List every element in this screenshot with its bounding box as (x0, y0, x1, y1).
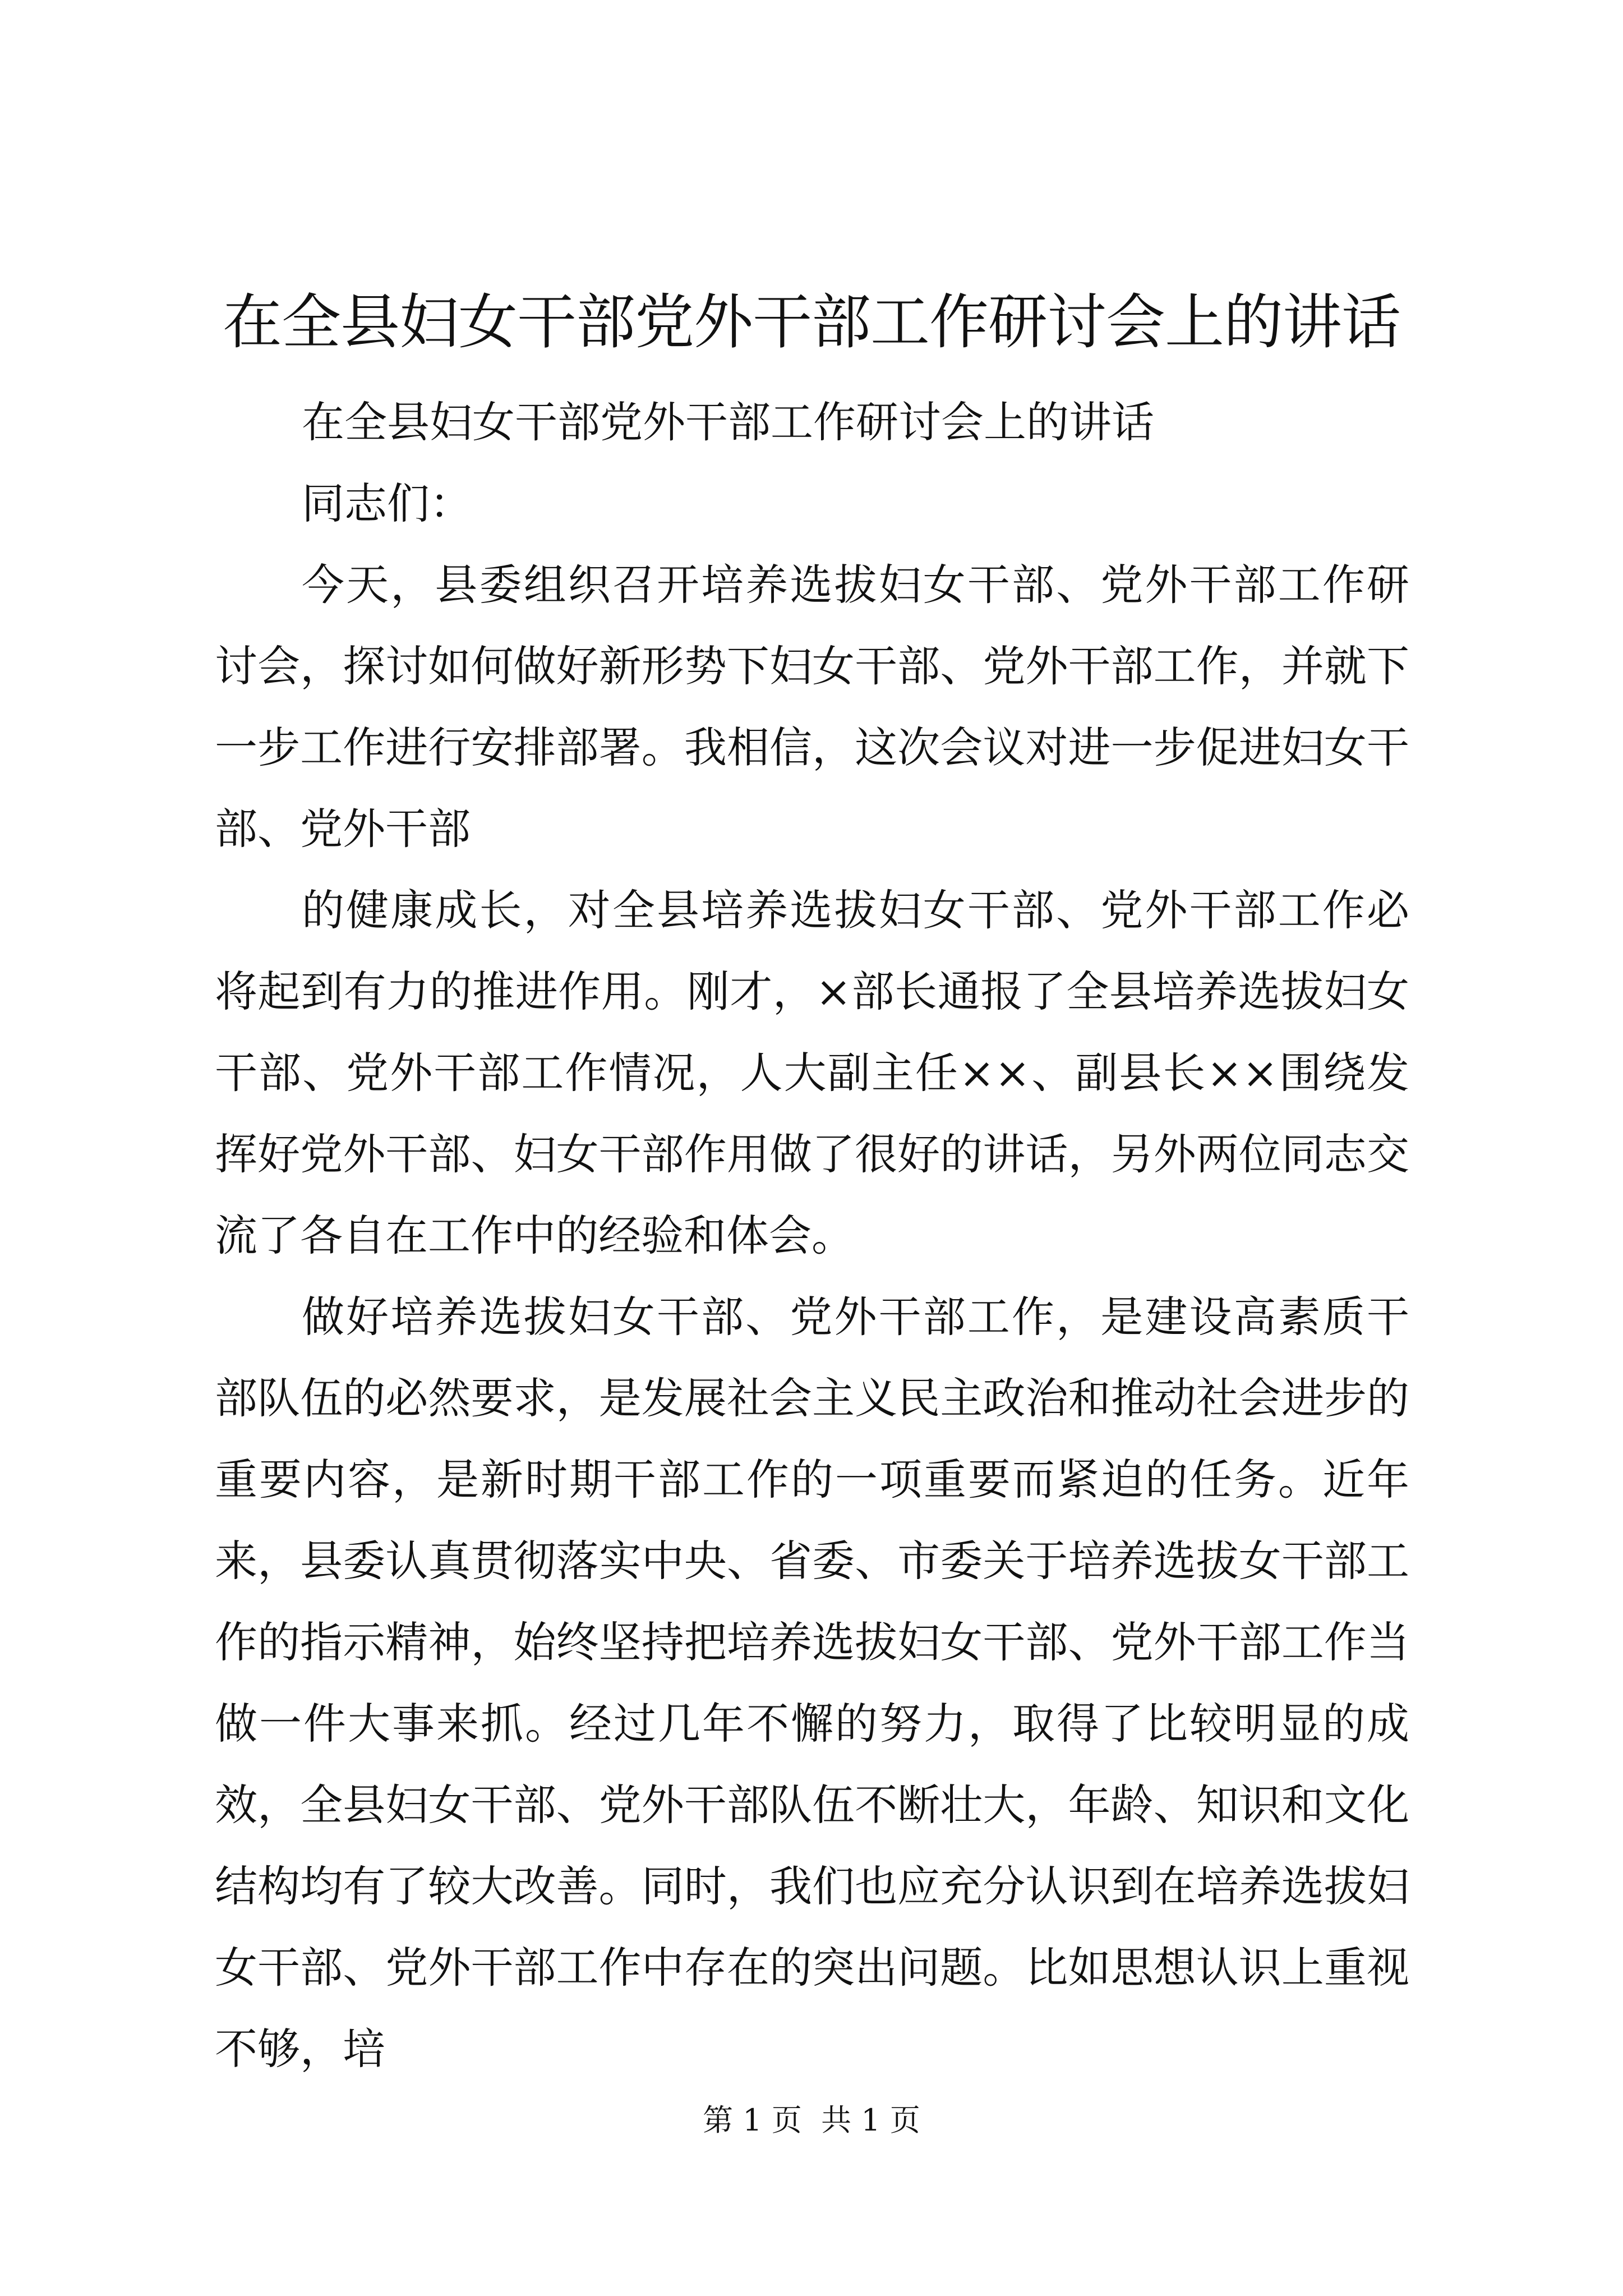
page-footer: 第 1 页 共 1 页 (703, 2102, 920, 2138)
body-subtitle: 在全县妇女干部党外干部工作研讨会上的讲话 (302, 397, 1154, 447)
document-body (215, 381, 1409, 2090)
paragraph-3: 做好培养选拔妇女干部、党外干部工作，是建设高素质干部队伍的必然要求，是发展社会主义民主政治和推动社会进步的重要内容，是新时期干部工作的一项重要而紧迫的任务。近年来，县委认真贯彻落实中央、省委、市委关于培养选拔女干部工作的指示精神，始终坚持把培养选拔妇女干部、党外干部工作当做一件大事来抓。经过几年不懈的努力，取得了比较明显的成效，全县妇女干部、党外干部队伍不断壮大，年龄、知识和文化结构均有了较大改善。同时，我们也应充分认识到在培养选拔妇女干部、党外干部工作中存在的突出问题。比如思想认识上重视不够，培 (215, 1292, 1409, 2074)
paragraph-1: 今天，县委组织召开培养选拔妇女干部、党外干部工作研讨会，探讨如何做好新形势下妇女干部、党外干部工作，并就下一步工作进行安排部署。我相信，这次会议对进一步促进妇女干部、党外干部 (215, 560, 1409, 854)
salutation: 同志们： (302, 478, 472, 528)
paragraph-2: 的健康成长，对全县培养选拔妇女干部、党外干部工作必将起到有力的推进作用。刚才，×部长通报了全县培养选拔妇女干部、党外干部工作情况，人大副主任××、副县长××围绕发挥好党外干部、妇女干部作用做了很好的讲话，另外两位同志交流了各自在工作中的经验和体会。 (215, 885, 1409, 1260)
document-title: 在全县妇女干部党外干部工作研讨会上的讲话 (223, 288, 1400, 357)
